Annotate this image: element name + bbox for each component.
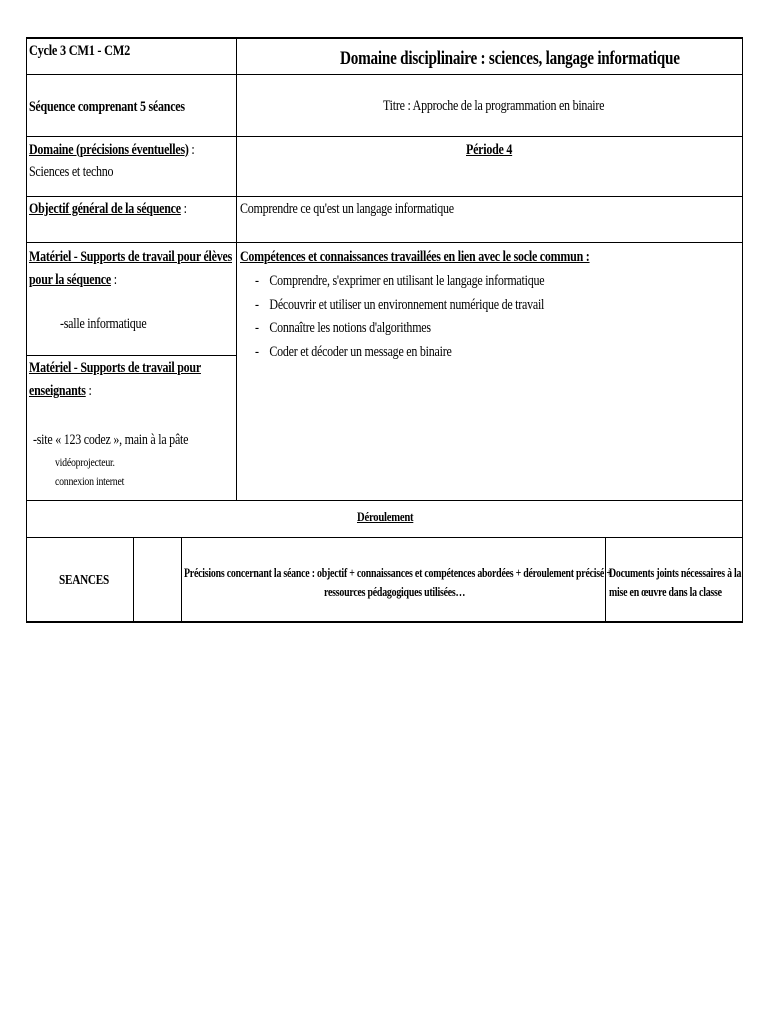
list-item: - Connaître les notions d'algorithmes	[255, 317, 544, 341]
row-divider	[26, 196, 743, 197]
materiel-eleves-label-line1: Matériel - Supports de travail pour élèves	[29, 249, 233, 265]
row-divider	[26, 136, 743, 137]
materiel-enseignants-label-line1: Matériel - Supports de travail pour	[29, 360, 201, 376]
precisions-header-line1: Précisions concernant la séance : objectif + connaissances et compétences abordées + déroulement précisé +	[184, 565, 612, 580]
competences-list	[255, 270, 544, 364]
sequence-title: Titre : Approche de la programmation en binaire	[383, 98, 605, 114]
objectif-label	[29, 201, 187, 217]
row-divider	[26, 355, 237, 356]
row-divider	[26, 242, 743, 243]
materiel-enseignants-label-suffix: :	[85, 383, 92, 399]
domaine-label-suffix: :	[188, 142, 195, 158]
domaine-value: Sciences et techno	[29, 164, 114, 180]
domaine-label-text: Domaine (précisions éventuelles)	[29, 142, 189, 158]
competences-label: Compétences et connaissances travaillées en lien avec le socle commun :	[240, 249, 590, 265]
cycle-label: Cycle 3 CM1 - CM2	[29, 43, 131, 59]
seances-header: SEANCES	[59, 573, 109, 588]
objectif-label-text: Objectif général de la séquence	[29, 201, 181, 217]
list-item: - Coder et décoder un message en binaire	[255, 341, 544, 365]
materiel-eleves-label-line2-text: pour la séquence	[29, 272, 111, 288]
materiel-enseignants-item: connexion internet	[55, 474, 125, 488]
column-divider	[236, 37, 237, 501]
documents-header-line2: mise en œuvre dans la classe	[609, 584, 722, 599]
table-border-top	[26, 37, 743, 39]
materiel-eleves-label-suffix: :	[110, 272, 117, 288]
domaine-label	[29, 142, 195, 158]
materiel-enseignants-item: vidéoprojecteur.	[55, 455, 115, 469]
row-divider	[26, 74, 743, 75]
materiel-eleves-item: -salle informatique	[60, 316, 147, 332]
domaine-disciplinaire-title: Domaine disciplinaire : sciences, langage informatique	[340, 48, 680, 69]
list-item: - Comprendre, s'exprimer en utilisant le langage informatique	[255, 270, 544, 294]
documents-header-line1: Documents joints nécessaires à la	[609, 565, 742, 580]
materiel-eleves-label-line2	[29, 272, 117, 288]
periode-label: Période 4	[466, 142, 513, 158]
row-divider	[26, 500, 743, 501]
objectif-label-suffix: :	[180, 201, 187, 217]
precisions-header-line2: ressources pédagogiques utilisées…	[324, 584, 466, 599]
list-item: - Découvrir et utiliser un environnement numérique de travail	[255, 294, 544, 318]
table-border-left	[26, 37, 27, 623]
objectif-value: Comprendre ce qu'est un langage informatique	[240, 201, 454, 217]
deroulement-title: Déroulement	[357, 509, 414, 524]
sequence-label: Séquence comprenant 5 séances	[29, 99, 185, 115]
materiel-enseignants-item: -site « 123 codez », main à la pâte	[33, 432, 189, 448]
table-border-right	[742, 37, 743, 623]
column-divider	[181, 537, 182, 622]
materiel-enseignants-label-line2-text: enseignants	[29, 383, 86, 399]
column-divider	[133, 537, 134, 622]
materiel-enseignants-label-line2	[29, 383, 92, 399]
